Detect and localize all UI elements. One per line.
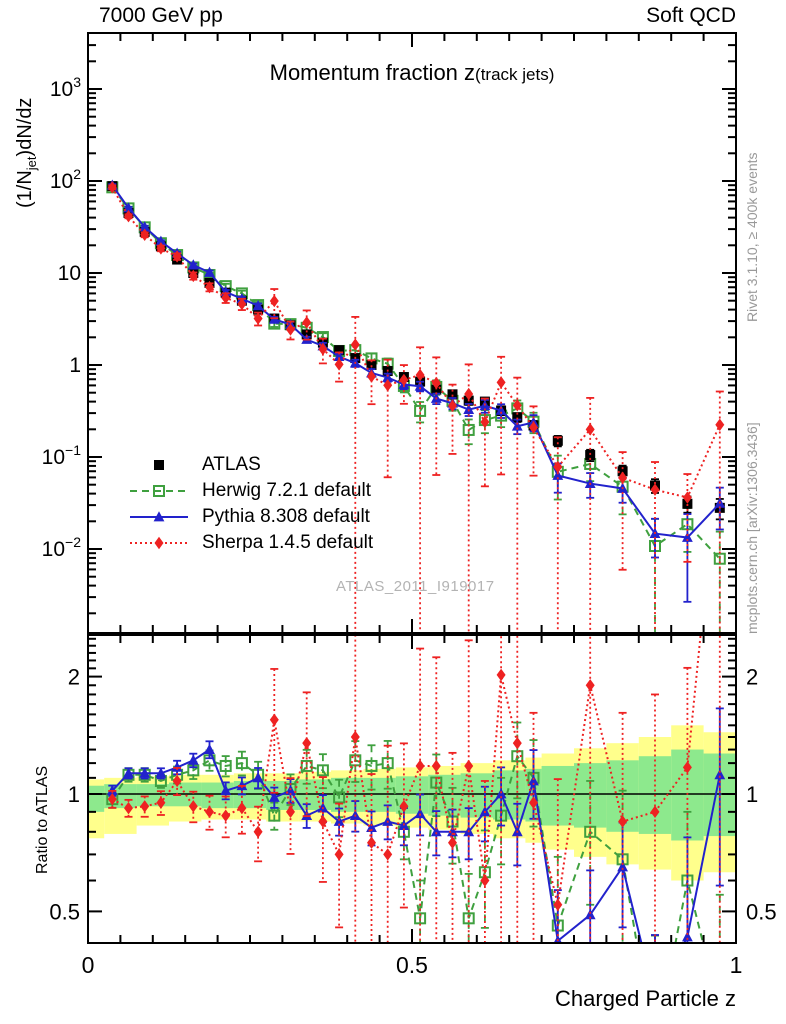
y-axis-label-sub: jet xyxy=(24,156,39,171)
y-axis-label-ratio: Ratio to ATLAS xyxy=(34,765,51,874)
series-herwig xyxy=(107,182,725,699)
legend-item-sherpa xyxy=(128,530,373,556)
legend xyxy=(128,452,373,556)
y-tick-label-main: $10^3$ xyxy=(49,74,81,101)
mcplots-reference-note: mcplots.cern.ch [arXiv:1306.3436] xyxy=(744,422,760,634)
legend-item-pythia xyxy=(128,504,373,530)
legend-marker-pythia-icon xyxy=(128,507,190,527)
y-tick-label-main: $10^{-1}$ xyxy=(41,442,81,469)
legend-item-atlas xyxy=(128,452,373,478)
plot-title-main: Momentum fraction z xyxy=(269,60,476,85)
y-axis-label-main xyxy=(14,98,39,208)
rivet-version-note: Rivet 3.1.10, ≥ 400k events xyxy=(744,152,760,322)
x-axis-label: Charged Particle z xyxy=(555,986,736,1011)
legend-label-herwig: Herwig 7.2.1 default xyxy=(202,480,371,501)
y-tick-label-main: 1 xyxy=(69,354,81,377)
legend-marker-herwig-icon xyxy=(128,481,190,501)
plot-title xyxy=(88,60,736,86)
legend-label-atlas: ATLAS xyxy=(202,454,261,475)
legend-label-sherpa: Sherpa 1.4.5 default xyxy=(202,532,374,553)
ratio-tick-label-right: 1 xyxy=(746,782,759,807)
ratio-tick-label-left: 2 xyxy=(67,664,80,690)
y-tick-label-main: $10^2$ xyxy=(49,166,81,193)
x-tick-label: 1 xyxy=(729,952,743,978)
uncertainty-band-inner xyxy=(88,786,104,812)
ratio-panel-content xyxy=(88,301,736,1024)
plot-title-suffix: (track jets) xyxy=(475,65,555,84)
y-tick-label-main: $10^{-2}$ xyxy=(41,534,81,561)
y-axis-label-pre: (1/N xyxy=(14,170,36,208)
main-panel-content xyxy=(107,180,725,699)
process-group-label: Soft QCD xyxy=(646,4,736,27)
uncertainty-band-inner xyxy=(363,778,395,812)
ratio-tick-label-right: 2 xyxy=(746,664,759,690)
beam-energy-label: 7000 GeV pp xyxy=(99,4,223,27)
ratio-tick-label-right: 0.5 xyxy=(746,899,777,925)
analysis-id-watermark: ATLAS_2011_I919017 xyxy=(336,578,495,595)
legend-item-herwig xyxy=(128,478,373,504)
ratio-tick-label-left: 0.5 xyxy=(49,899,80,925)
legend-label-pythia: Pythia 8.308 default xyxy=(202,506,370,527)
x-tick-label: 0 xyxy=(81,952,95,978)
ratio-tick-label-left: 1 xyxy=(67,782,80,807)
y-axis-label-post: )dN/dz xyxy=(14,97,36,157)
legend-marker-sherpa-icon xyxy=(128,533,190,553)
uncertainty-band-inner xyxy=(331,778,363,812)
legend-marker-atlas-icon xyxy=(128,455,190,475)
y-tick-label-main: 10 xyxy=(57,262,81,285)
x-tick-label: 0.5 xyxy=(396,952,428,978)
